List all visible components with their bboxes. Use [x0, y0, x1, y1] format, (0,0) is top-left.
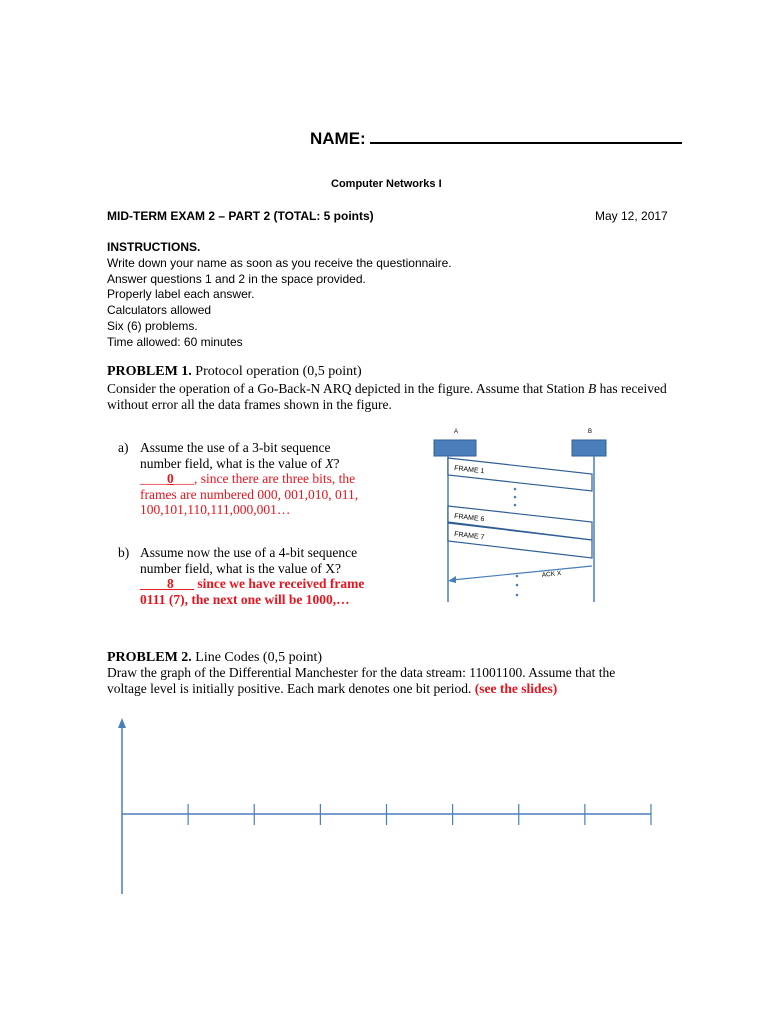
- problem1-station: B: [588, 381, 597, 396]
- answer-a-value: 0: [167, 471, 174, 486]
- ack-arrow: [452, 566, 592, 580]
- question-a-line2: number field, what is the value of X?: [140, 455, 340, 471]
- arq-diagram: [420, 420, 620, 610]
- name-label: NAME:: [310, 129, 366, 148]
- question-b-line2: number field, what is the value of X?: [140, 560, 341, 576]
- station-b-box: [572, 440, 606, 456]
- exam-title: MID-TERM EXAM 2 – PART 2 (TOTAL: 5 points): [107, 209, 374, 223]
- question-a-line1: Assume the use of a 3-bit sequence: [140, 440, 331, 455]
- question-a-letter: a): [118, 440, 129, 455]
- exam-date: May 12, 2017: [595, 209, 668, 223]
- station-a-box: [434, 440, 476, 456]
- ack-arrowhead: [448, 576, 456, 583]
- instructions-block: [107, 240, 452, 351]
- problem2-line1: Draw the graph of the Differential Manchester for the data stream: 11001100. Assume that the: [107, 665, 616, 680]
- problem1-title: Protocol operation (0,5 point): [195, 364, 362, 379]
- problem2-title: Line Codes (0,5 point): [195, 650, 323, 665]
- course-title: Computer Networks I: [331, 178, 442, 190]
- frame-1-label: FRAME 1: [453, 465, 485, 476]
- question-b: [140, 545, 364, 607]
- problem1-text-a: Consider the operation of a Go-Back-N ARQ depicted in the figure. Assume that Station: [107, 381, 585, 396]
- question-b-answer: ____8___ since we have received frame: [140, 576, 365, 591]
- ack-label: ACK X: [541, 569, 562, 579]
- station-a-label: A: [454, 429, 459, 435]
- problem1-label: PROBLEM 1.: [107, 364, 192, 379]
- name-blank-line[interactable]: [370, 128, 682, 144]
- problem1-text: [107, 381, 667, 413]
- instruction-line: Answer questions 1 and 2 in the space provided.: [107, 271, 366, 286]
- name-field: [310, 128, 682, 149]
- question-b-expl: 0111 (7), the next one will be 1000,…: [140, 591, 350, 607]
- answer-b-value: 8: [167, 576, 174, 591]
- instruction-line: Write down your name as soon as you receive the questionnaire.: [107, 255, 452, 270]
- instruction-line: Calculators allowed: [107, 303, 212, 318]
- instructions-heading: INSTRUCTIONS.: [107, 240, 201, 254]
- question-b-letter: b): [118, 545, 130, 560]
- problem2-text: [107, 665, 615, 696]
- frame-1-band: [448, 458, 592, 491]
- instruction-line: Six (6) problems.: [107, 318, 198, 333]
- problem2-label: PROBLEM 2.: [107, 650, 192, 665]
- frame-6-label: FRAME 6: [453, 513, 485, 524]
- instruction-line: Time allowed: 60 minutes: [107, 334, 243, 349]
- question-a-expl: 100,101,110,111,000,001…: [140, 502, 291, 517]
- question-a: [140, 440, 358, 518]
- problem2-heading: [107, 650, 322, 666]
- timing-axes[interactable]: [110, 718, 670, 898]
- voltage-axis-arrowhead: [118, 718, 126, 728]
- station-b-label: B: [588, 429, 593, 435]
- frame-7-label: FRAME 7: [453, 531, 485, 542]
- question-b-line1: Assume now the use of a 4-bit sequence: [140, 545, 358, 560]
- problem2-line2: voltage level is initially positive. Each mark denotes one bit period. (see the slides): [107, 680, 558, 696]
- problem1-heading: [107, 364, 362, 380]
- question-a-expl: frames are numbered 000, 001,010, 011,: [140, 486, 359, 502]
- instruction-line: Properly label each answer.: [107, 287, 255, 302]
- question-a-answer: ____0___, since there are three bits, the: [140, 471, 356, 486]
- problem1-text-b: has received without error all the data frames shown in the figure.: [107, 381, 667, 412]
- problem2-hint: (see the slides): [474, 680, 558, 696]
